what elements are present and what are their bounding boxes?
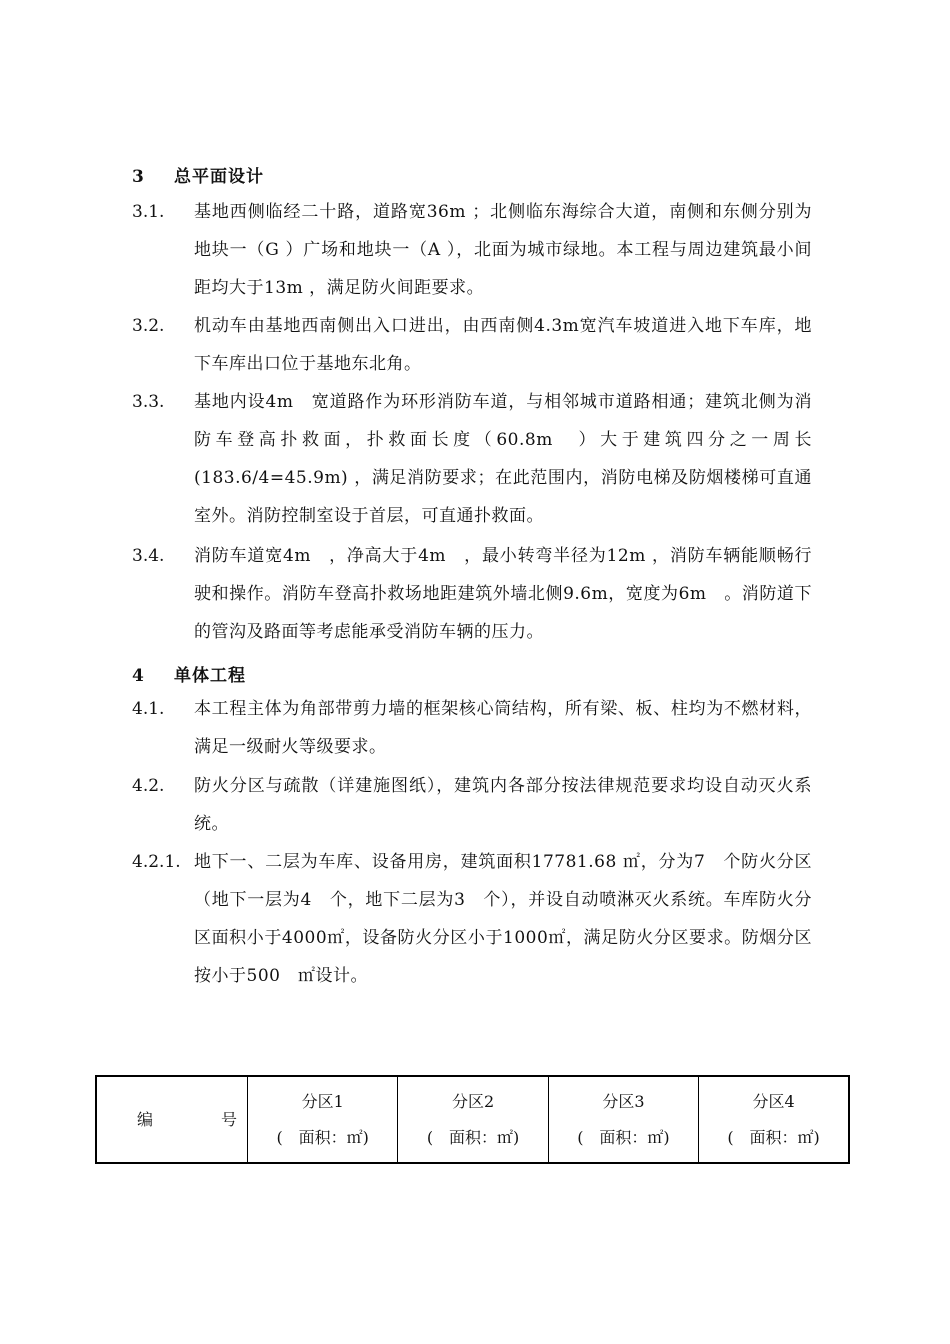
section-3-title: 总平面设计 xyxy=(174,167,264,187)
item-text: 基地西侧临经二十路，道路宽36m ；北侧临东海综合大道，南侧和东侧分别为地块一（G ）广场和地块一（A ），北面为城市绿地。本工程与周边建筑最小间距均大于13m ，满足防火间距要求。 xyxy=(194,202,812,298)
section-4-number: 4 xyxy=(132,666,145,686)
header-label-a: 编 xyxy=(137,1109,154,1129)
zone-name: 分区2 xyxy=(451,1091,495,1111)
zone-unit: ( 面积：㎡) xyxy=(727,1127,820,1147)
item-text: 消防车道宽4m ，净高大于4m ，最小转弯半径为12m ，消防车辆能顺畅行驶和操作。消防车登高扑救场地距建筑外墙北侧9.6m，宽度为6m 。消防道下的管沟及路面等考虑能承受消防车辆的压力。 xyxy=(194,546,812,642)
section-4-heading xyxy=(132,661,246,686)
zone-name: 分区3 xyxy=(602,1091,645,1111)
item-number: 4.1. xyxy=(132,699,165,719)
item-text: 地下一、二层为车库、设备用房，建筑面积17781.68 ㎡，分为7 个防火分区（地下一层为4 个，地下二层为3 个），并设自动喷淋灭火系统。车库防火分区面积小于4000㎡，设备防火分区小于1000㎡，满足防火分区要求。防烟分区按小于500 ㎡设计。 xyxy=(194,852,812,986)
item-text: 机动车由基地西南侧出入口进出，由西南侧4.3m宽汽车坡道进入地下车库，地下车库出口位于基地东北角。 xyxy=(194,316,812,374)
section-3-heading xyxy=(132,162,264,187)
header-cell-zone-1 xyxy=(248,1076,398,1163)
header-label-b: 号 xyxy=(220,1109,237,1129)
item-text: 本工程主体为角部带剪力墙的框架核心筒结构，所有梁、板、柱均为不燃材料，满足一级耐火等级要求。 xyxy=(194,699,812,757)
fire-zone-table xyxy=(95,1075,850,1164)
header-cell-number xyxy=(96,1076,248,1163)
zone-unit: ( 面积：㎡) xyxy=(577,1127,670,1147)
header-cell-zone-3 xyxy=(548,1076,698,1163)
item-number: 3.2. xyxy=(132,316,165,336)
header-cell-zone-4 xyxy=(699,1076,849,1163)
item-text: 防火分区与疏散（详建施图纸），建筑内各部分按法律规范要求均设自动灭火系统。 xyxy=(194,776,812,834)
zone-unit: ( 面积：㎡) xyxy=(276,1127,369,1147)
item-text: 基地内设4m 宽道路作为环形消防车道，与相邻城市道路相通；建筑北侧为消防车登高扑救面，扑救面长度（60.8m ）大于建筑四分之一周长(183.6/4=45.9m) ，满足消防要求；在此范围内，消防电梯及防烟楼梯可直通室外。消防控制室设于首层，可直通扑救面。 xyxy=(194,392,812,526)
section-3-number: 3 xyxy=(132,167,145,187)
section-4-title: 单体工程 xyxy=(174,666,246,686)
item-number: 4.2.1. xyxy=(132,852,181,872)
table-header-row xyxy=(96,1076,849,1163)
zone-name: 分区4 xyxy=(752,1091,795,1111)
zone-name: 分区1 xyxy=(301,1091,344,1111)
item-number: 3.4. xyxy=(132,546,165,566)
item-number: 3.3. xyxy=(132,392,165,412)
header-cell-zone-2 xyxy=(398,1076,548,1163)
item-number: 4.2. xyxy=(132,776,165,796)
zone-unit: ( 面积：㎡) xyxy=(426,1127,520,1147)
item-number: 3.1. xyxy=(132,202,165,222)
